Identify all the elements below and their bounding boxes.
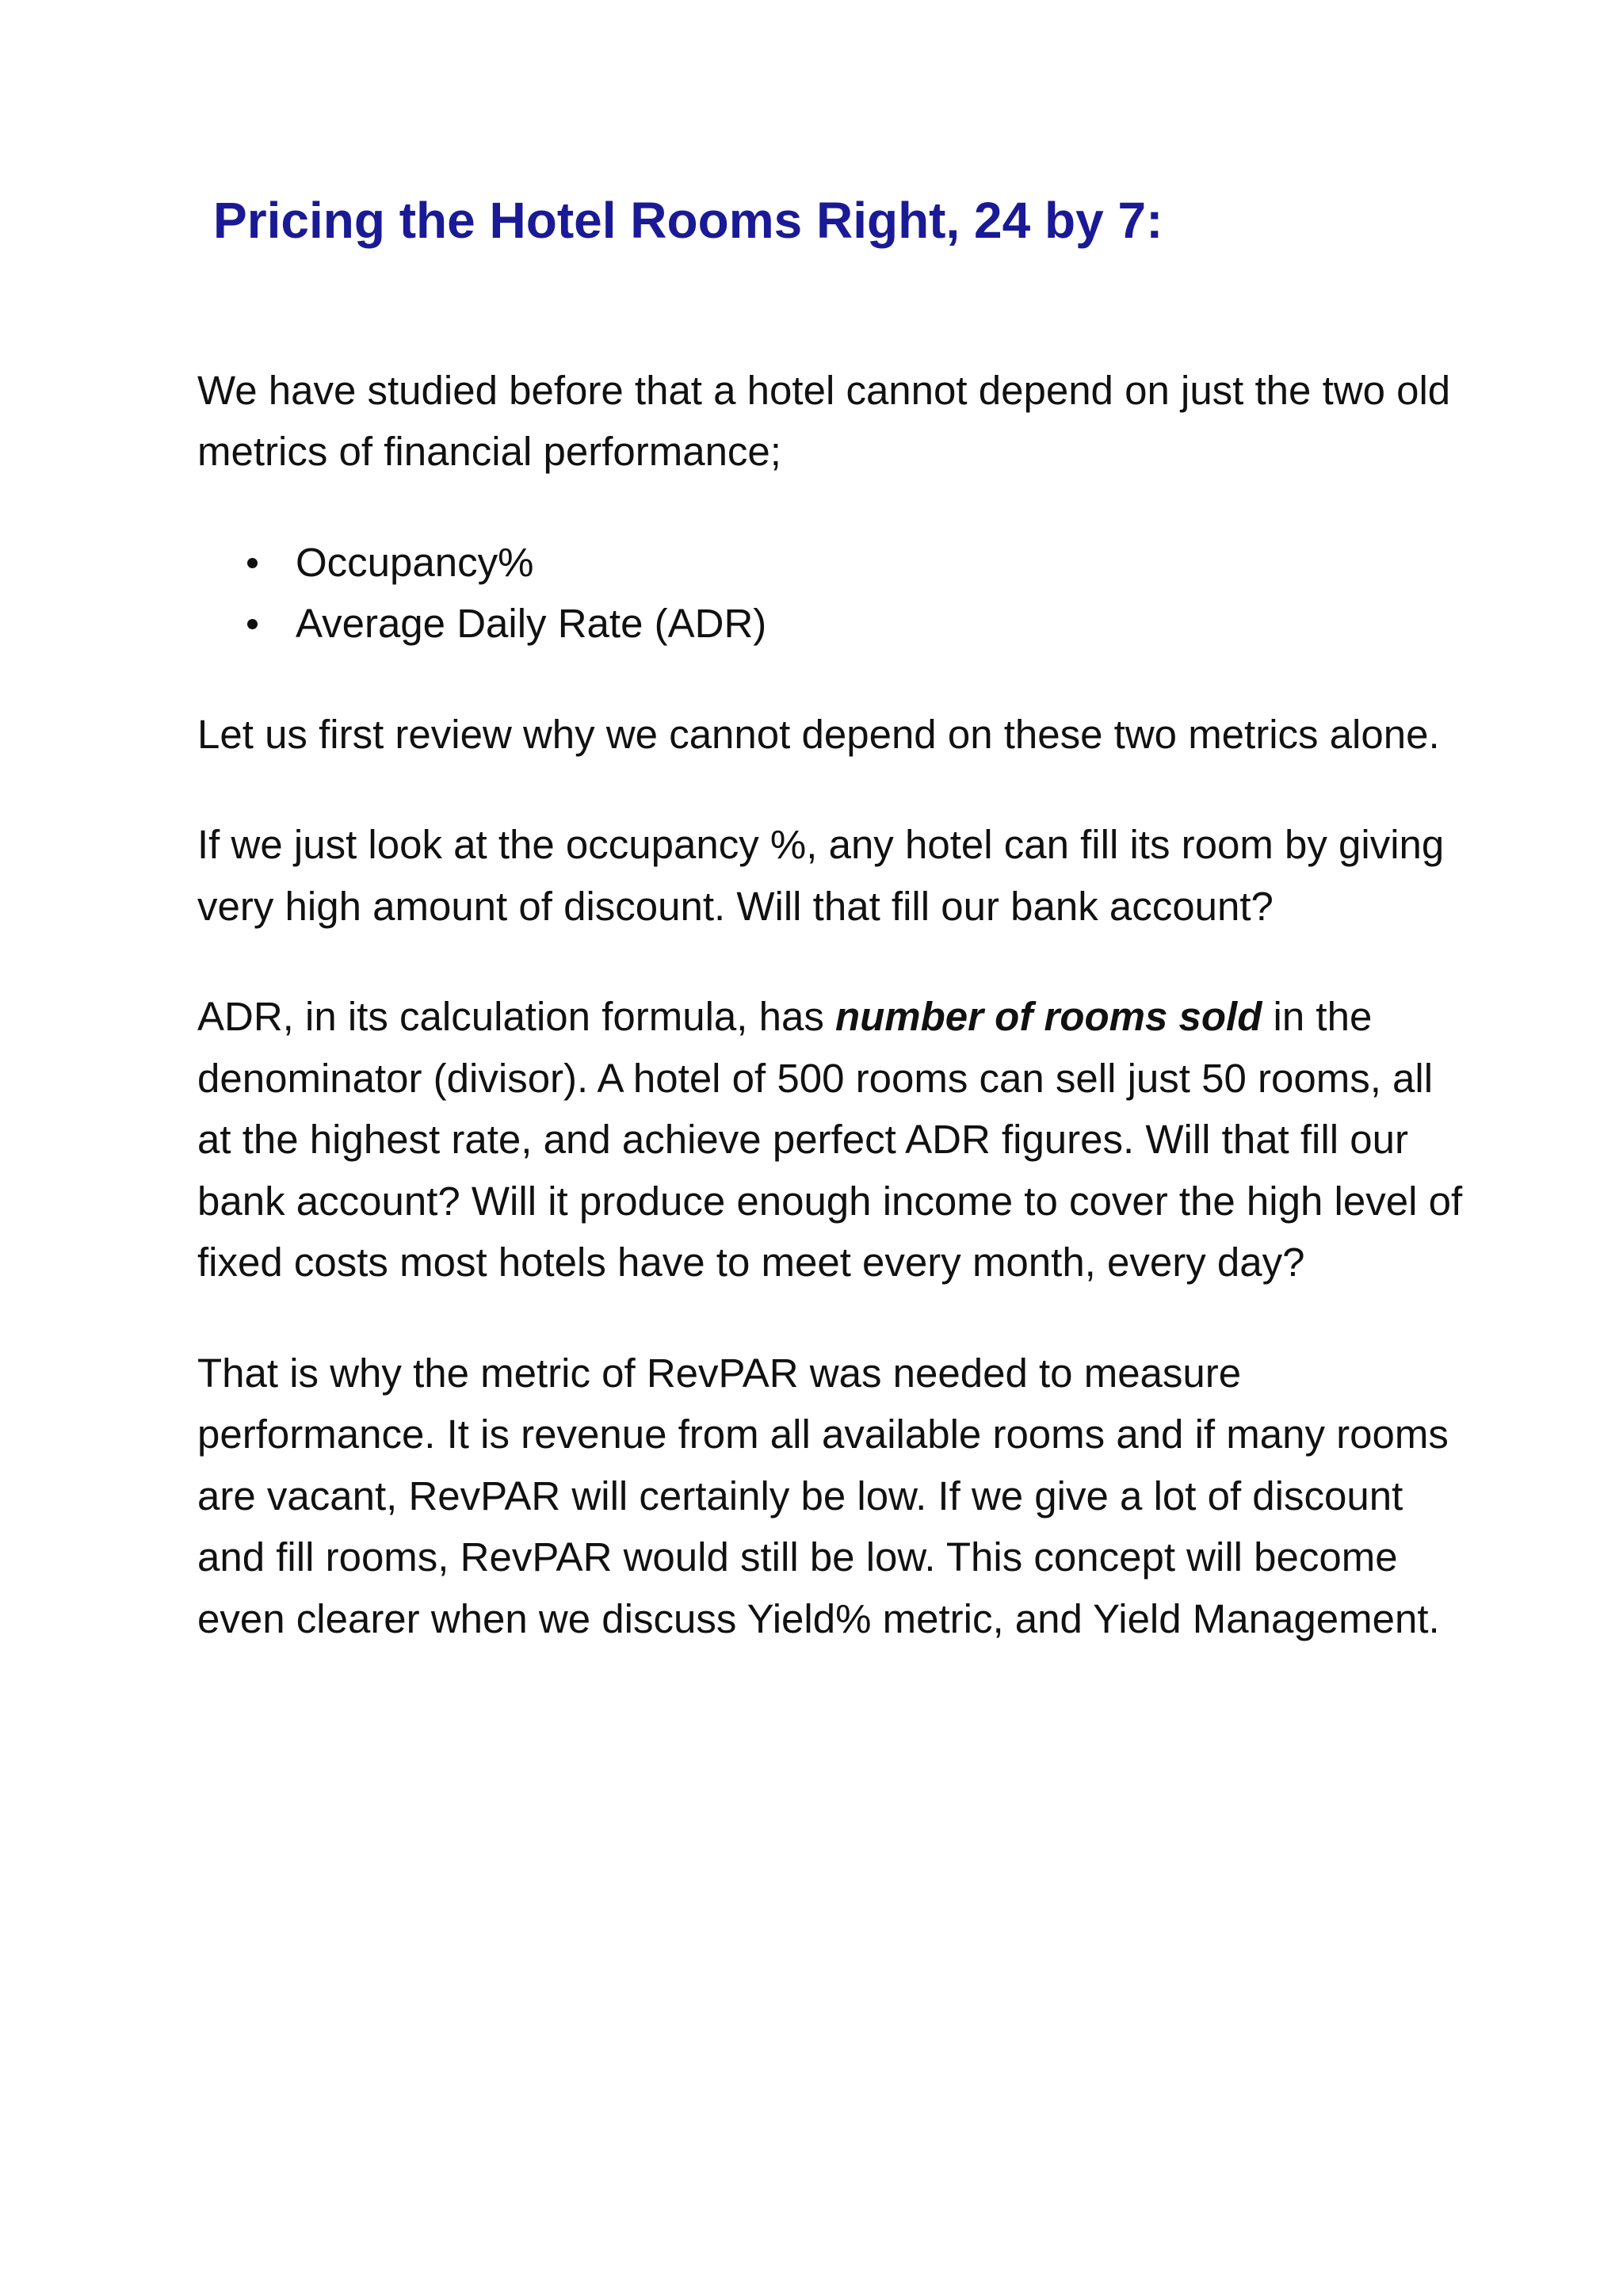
adr-paragraph [197, 986, 1465, 1293]
adr-text-before: ADR, in its calculation formula, has [197, 994, 835, 1040]
bullet-icon [247, 619, 258, 629]
adr-emphasis: number of rooms sold [835, 994, 1262, 1040]
list-item-label: Occupancy% [296, 539, 534, 585]
intro-paragraph: We have studied before that a hotel cannot depend on just the two old metrics of financial performance; [197, 367, 1451, 475]
bullet-icon [247, 558, 258, 568]
list-item [197, 532, 1465, 594]
list-item-label: Average Daily Rate (ADR) [296, 601, 767, 647]
page-title: Pricing the Hotel Rooms Right, 24 by 7: [213, 192, 1163, 249]
revpar-paragraph: That is why the metric of RevPAR was needed to measure performance. It is revenue from all available rooms and if many rooms are vacant, RevPAR will certainly be low. If we give a lot of discount and fill rooms, RevPAR would still be low. This concept will become even clearer when we discuss Yield% metric, and Yield Management. [197, 1350, 1449, 1641]
occupancy-paragraph: If we just look at the occupancy %, any hotel can fill its room by giving very high amount of discount. Will that fill our bank account? [197, 822, 1445, 929]
adr-text-after: in the denominator (divisor). A hotel of 500 rooms can sell just 50 rooms, all at the highest rate, and achieve perfect ADR figures. Will that fill our bank account? Will it produce enough income to cover the high level of fixed costs most hotels have to meet every month, every day? [197, 994, 1463, 1286]
metrics-list [197, 532, 1465, 655]
document-body [197, 190, 1465, 1649]
list-item [197, 593, 1465, 655]
review-paragraph: Let us first review why we cannot depend on these two metrics alone. [197, 711, 1440, 757]
